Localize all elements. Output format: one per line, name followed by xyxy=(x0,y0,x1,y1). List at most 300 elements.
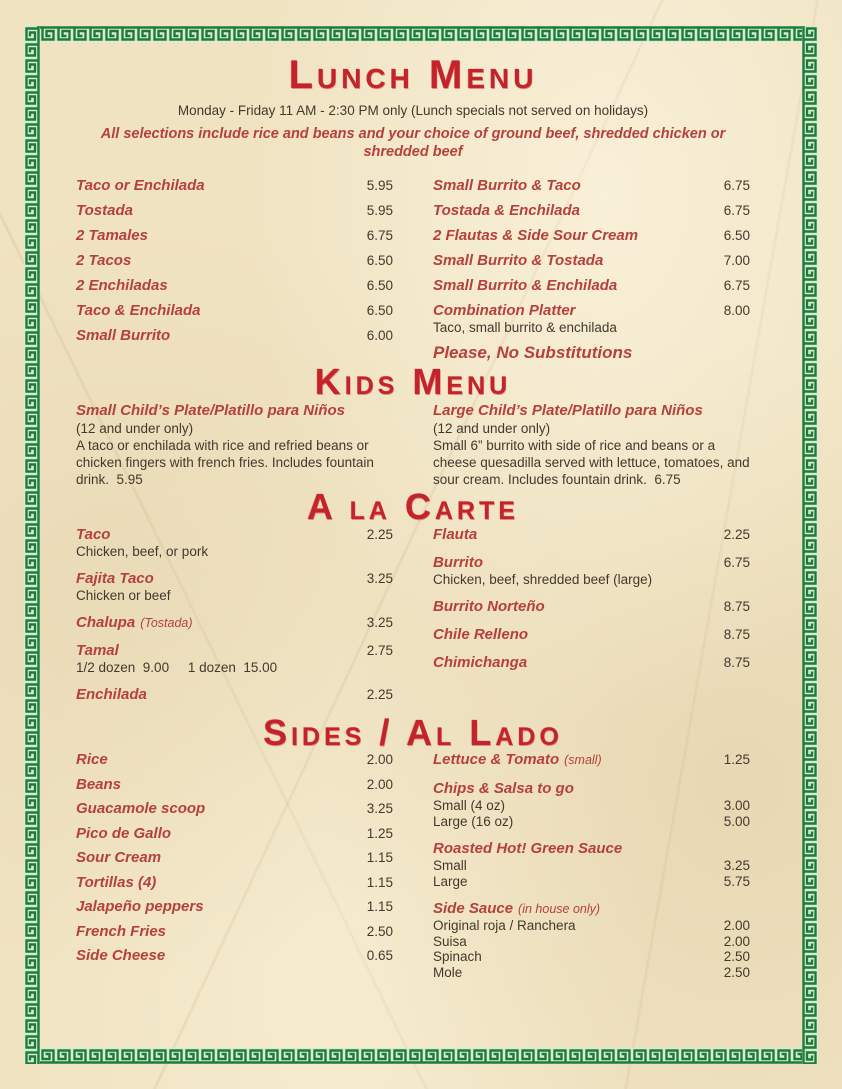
item-name xyxy=(433,626,528,644)
greek-key-tile xyxy=(24,634,40,650)
menu-item-row xyxy=(433,252,750,270)
item-price: 8.75 xyxy=(723,626,750,642)
kids-menu-item xyxy=(76,401,393,488)
item-name-text: Tortillas (4) xyxy=(76,873,157,891)
greek-key-tile xyxy=(802,106,818,122)
item-name-text: Rice xyxy=(76,751,108,769)
greek-key-tile xyxy=(88,1048,104,1064)
menu-item xyxy=(76,874,393,892)
sub-item-rows xyxy=(433,858,750,889)
item-name-text: Side Sauce xyxy=(433,900,514,918)
greek-key-tile xyxy=(440,1048,456,1064)
menu-item xyxy=(76,302,393,320)
item-price: 5.95 xyxy=(366,203,393,218)
item-name xyxy=(76,642,119,660)
item-price: 2.25 xyxy=(366,686,393,702)
greek-key-tile xyxy=(24,570,40,586)
menu-item-group xyxy=(433,840,750,889)
greek-key-tile xyxy=(168,26,184,42)
item-name xyxy=(76,526,110,544)
greek-key-tile xyxy=(802,186,818,202)
greek-key-tile xyxy=(802,922,818,938)
greek-key-tile xyxy=(802,986,818,1002)
item-name xyxy=(76,277,168,295)
greek-key-tile xyxy=(24,810,40,826)
greek-key-tile xyxy=(24,490,40,506)
greek-key-tile xyxy=(24,602,40,618)
greek-key-tile xyxy=(136,1048,152,1064)
item-name-text: Chalupa xyxy=(76,613,136,631)
greek-key-tile xyxy=(24,954,40,970)
greek-key-tile xyxy=(802,746,818,762)
item-price: 2.25 xyxy=(366,526,393,542)
menu-item-row xyxy=(76,825,393,843)
menu-item-row xyxy=(76,202,393,220)
item-name-text: Enchilada xyxy=(76,685,147,703)
greek-key-tile xyxy=(24,938,40,954)
menu-item-row xyxy=(76,277,393,295)
item-name xyxy=(433,900,600,918)
item-price: 6.50 xyxy=(366,303,393,318)
item-name-text: 2 Tacos xyxy=(76,252,132,269)
greek-key-tile xyxy=(328,26,344,42)
greek-key-tile xyxy=(568,26,584,42)
greek-key-tile xyxy=(802,394,818,410)
greek-key-tile xyxy=(802,170,818,186)
menu-item-row xyxy=(433,900,750,918)
greek-key-tile xyxy=(136,26,152,42)
menu-item xyxy=(76,825,393,843)
item-name xyxy=(433,598,545,616)
menu-item xyxy=(76,800,393,818)
item-price: 6.00 xyxy=(366,328,393,343)
sub-item-row xyxy=(433,798,750,814)
menu-content xyxy=(76,53,754,991)
greek-key-tile xyxy=(24,618,40,634)
kids-menu-item xyxy=(433,401,754,488)
greek-key-tile xyxy=(802,346,818,362)
greek-key-tile xyxy=(802,378,818,394)
item-name-text: Jalapeño peppers xyxy=(76,898,204,916)
greek-key-tile xyxy=(440,26,456,42)
item-name-text: 2 Flautas & Side Sour Cream xyxy=(433,227,639,244)
sub-item-label: Suisa xyxy=(433,933,467,949)
item-name-text: Flauta xyxy=(433,525,478,543)
greek-key-tile xyxy=(296,26,312,42)
greek-key-tile xyxy=(802,58,818,74)
greek-key-tile xyxy=(456,26,472,42)
item-name xyxy=(76,302,200,320)
item-name-text: Sour Cream xyxy=(76,849,162,867)
item-price: 1.25 xyxy=(366,825,393,841)
no-substitutions-note: Please, No Substitutions xyxy=(433,343,633,362)
greek-key-tile xyxy=(802,154,818,170)
greek-key-tile xyxy=(24,266,40,282)
greek-key-tile xyxy=(312,1048,328,1064)
item-name-text: Combination Platter xyxy=(433,302,576,319)
greek-key-tile xyxy=(24,538,40,554)
sub-item-price: 2.50 xyxy=(723,964,750,980)
greek-key-tile xyxy=(280,1048,296,1064)
menu-item xyxy=(76,277,393,295)
greek-key-tile xyxy=(360,26,376,42)
a-la-carte-left-column xyxy=(76,526,393,714)
greek-key-tile xyxy=(72,1048,88,1064)
menu-item xyxy=(433,554,750,588)
greek-key-tile xyxy=(24,362,40,378)
greek-key-tile xyxy=(24,698,40,714)
item-price: 6.50 xyxy=(723,228,750,243)
sub-item-row xyxy=(433,814,750,830)
kids-item-name: Large Child’s Plate/Platillo para Niños xyxy=(433,401,703,419)
greek-key-tile xyxy=(802,202,818,218)
item-name-text: Chips & Salsa to go xyxy=(433,780,574,798)
menu-item-row xyxy=(433,780,750,798)
menu-item-row xyxy=(76,302,393,320)
greek-key-tile xyxy=(802,634,818,650)
sub-item-price: 2.50 xyxy=(723,949,750,965)
greek-key-tile xyxy=(280,26,296,42)
greek-key-tile xyxy=(24,714,40,730)
greek-key-tile xyxy=(712,1048,728,1064)
kids-item-description: Small 6” burrito with side of rice and beans or a cheese quesadilla served with lettuce, tomatoes, and sour cream. Includes fountain drink. 6.75 xyxy=(433,437,754,487)
sub-item-label: Original roja / Ranchera xyxy=(433,918,576,934)
menu-item-row xyxy=(76,898,393,916)
greek-key-tile xyxy=(616,1048,632,1064)
menu-item-group xyxy=(433,751,750,769)
greek-key-tile xyxy=(328,1048,344,1064)
menu-item-row xyxy=(76,686,393,704)
greek-key-tile xyxy=(696,26,712,42)
menu-item xyxy=(433,177,750,195)
greek-key-tile xyxy=(802,858,818,874)
greek-key-tile xyxy=(24,730,40,746)
greek-key-tile xyxy=(24,458,40,474)
greek-key-tile xyxy=(24,874,40,890)
greek-key-tile xyxy=(802,314,818,330)
greek-key-tile xyxy=(408,26,424,42)
greek-key-tile xyxy=(24,170,40,186)
item-name xyxy=(76,947,165,965)
sub-item-label: Spinach xyxy=(433,949,482,965)
item-name-text: Pico de Gallo xyxy=(76,824,172,842)
greek-key-tile xyxy=(802,842,818,858)
item-price: 3.25 xyxy=(366,570,393,586)
menu-item xyxy=(76,849,393,867)
item-name xyxy=(76,202,133,220)
item-name xyxy=(76,800,205,818)
greek-key-tile xyxy=(504,1048,520,1064)
menu-item xyxy=(76,526,393,560)
greek-key-tile xyxy=(24,314,40,330)
item-price: 6.75 xyxy=(366,228,393,243)
item-name-text: Small Burrito & Tostada xyxy=(433,252,604,269)
greek-key-tile xyxy=(56,1048,72,1064)
menu-item-row xyxy=(433,654,750,672)
menu-item xyxy=(76,614,393,632)
greek-key-tile xyxy=(802,298,818,314)
item-price: 1.25 xyxy=(723,752,750,768)
greek-key-tile xyxy=(802,506,818,522)
greek-key-tile xyxy=(24,650,40,666)
greek-key-tile xyxy=(216,1048,232,1064)
item-name xyxy=(76,849,161,867)
greek-key-tile xyxy=(24,90,40,106)
menu-item-row xyxy=(76,947,393,965)
greek-key-tile xyxy=(376,26,392,42)
item-name xyxy=(76,776,121,794)
sub-item-rows xyxy=(433,798,750,829)
item-description: Chicken, beef, or pork xyxy=(76,543,209,559)
greek-key-tile xyxy=(680,1048,696,1064)
item-name xyxy=(76,825,171,843)
greek-key-tile xyxy=(24,746,40,762)
sub-item-label: Small xyxy=(433,858,467,874)
menu-item xyxy=(76,751,393,769)
menu-item-row xyxy=(433,177,750,195)
greek-key-tile xyxy=(312,26,328,42)
item-name xyxy=(76,177,205,195)
greek-key-tile xyxy=(802,570,818,586)
greek-key-tile xyxy=(24,58,40,74)
menu-item-row xyxy=(76,776,393,794)
menu-item xyxy=(76,327,393,345)
menu-item xyxy=(76,898,393,916)
item-price: 7.00 xyxy=(723,253,750,268)
greek-key-tile xyxy=(24,794,40,810)
greek-key-tile xyxy=(24,186,40,202)
greek-key-tile xyxy=(802,666,818,682)
item-price: 6.75 xyxy=(723,203,750,218)
greek-key-tile xyxy=(632,1048,648,1064)
greek-key-tile xyxy=(24,842,40,858)
item-name xyxy=(433,654,527,672)
greek-key-tile xyxy=(24,474,40,490)
greek-key-tile xyxy=(802,906,818,922)
lunch-left-column xyxy=(76,177,393,352)
menu-item-row xyxy=(433,227,750,245)
item-name xyxy=(76,252,131,270)
menu-item xyxy=(76,252,393,270)
item-price: 1.15 xyxy=(366,850,393,866)
menu-item-row xyxy=(433,626,750,644)
sides-section xyxy=(76,751,750,991)
item-name-note: (small) xyxy=(564,753,602,768)
sub-item-row xyxy=(433,965,750,981)
greek-key-tile xyxy=(248,1048,264,1064)
sub-item-rows xyxy=(433,918,750,980)
greek-key-tile xyxy=(536,26,552,42)
item-price: 6.75 xyxy=(723,278,750,293)
greek-key-tile xyxy=(802,762,818,778)
greek-key-tile xyxy=(802,362,818,378)
greek-key-tile xyxy=(264,26,280,42)
greek-key-border-bottom xyxy=(24,1048,818,1064)
menu-item-row xyxy=(76,177,393,195)
item-name-text: French Fries xyxy=(76,922,167,940)
greek-key-tile xyxy=(744,26,760,42)
item-name-text: Taco & Enchilada xyxy=(76,302,201,319)
greek-key-tile xyxy=(184,1048,200,1064)
sides-right-column xyxy=(433,751,750,991)
item-price: 6.50 xyxy=(366,278,393,293)
greek-key-tile xyxy=(802,810,818,826)
greek-key-tile xyxy=(24,234,40,250)
greek-key-tile xyxy=(408,1048,424,1064)
greek-key-tile xyxy=(802,794,818,810)
greek-key-tile xyxy=(24,666,40,682)
greek-key-tile xyxy=(802,938,818,954)
greek-key-tile xyxy=(802,650,818,666)
greek-key-tile xyxy=(802,602,818,618)
greek-key-tile xyxy=(24,154,40,170)
item-price: 8.75 xyxy=(723,654,750,670)
menu-item xyxy=(433,302,750,336)
greek-key-tile xyxy=(802,74,818,90)
greek-key-tile xyxy=(802,538,818,554)
lunch-right-items xyxy=(433,177,750,336)
greek-key-tile xyxy=(728,26,744,42)
item-name xyxy=(433,277,617,295)
item-name-text: Lettuce & Tomato xyxy=(433,751,560,769)
greek-key-tile xyxy=(104,26,120,42)
greek-key-tile xyxy=(802,330,818,346)
page-title: Lunch Menu xyxy=(288,53,538,97)
item-name-text: Fajita Taco xyxy=(76,569,154,587)
item-name xyxy=(433,526,477,544)
greek-key-tile xyxy=(24,26,40,42)
menu-item-group xyxy=(433,900,750,980)
menu-item-row xyxy=(433,302,750,320)
item-name-text: Tamal xyxy=(76,641,119,659)
greek-key-tile xyxy=(802,1050,818,1064)
item-description: Chicken or beef xyxy=(76,587,171,603)
greek-key-tile xyxy=(88,26,104,42)
menu-item-row xyxy=(76,800,393,818)
greek-key-tile xyxy=(24,762,40,778)
greek-key-tile xyxy=(632,26,648,42)
greek-key-tile xyxy=(802,490,818,506)
kids-section xyxy=(76,401,754,488)
sub-item-price: 3.25 xyxy=(723,858,750,874)
sub-item-price: 5.75 xyxy=(723,873,750,889)
menu-item-row xyxy=(76,923,393,941)
kids-item-description: A taco or enchilada with rice and refried beans or chicken fingers with french fries. Includes fountain drink. 5.95 xyxy=(76,437,378,487)
item-price: 5.95 xyxy=(366,178,393,193)
menu-item xyxy=(76,570,393,604)
greek-key-tile xyxy=(24,1018,40,1034)
greek-key-tile xyxy=(600,1048,616,1064)
greek-key-tile xyxy=(24,586,40,602)
greek-key-tile xyxy=(24,1050,40,1064)
menu-item xyxy=(76,776,393,794)
item-name-text: Small Burrito & Enchilada xyxy=(433,277,618,294)
greek-key-tile xyxy=(24,682,40,698)
menu-item xyxy=(76,923,393,941)
greek-key-tile xyxy=(802,730,818,746)
sides-heading: Sides / Al Lado xyxy=(263,711,563,753)
menu-item-row xyxy=(433,554,750,572)
item-name-text: Side Cheese xyxy=(76,947,166,965)
item-price: 2.00 xyxy=(366,752,393,768)
menu-item-row xyxy=(76,874,393,892)
greek-key-tile xyxy=(802,90,818,106)
item-price: 0.65 xyxy=(366,948,393,964)
item-name-text: Burrito Norteño xyxy=(433,597,545,615)
greek-key-tile xyxy=(760,1048,776,1064)
greek-key-tile xyxy=(488,1048,504,1064)
menu-item-row xyxy=(433,277,750,295)
menu-item xyxy=(433,526,750,544)
item-name xyxy=(76,227,148,245)
item-name xyxy=(433,751,602,769)
menu-item-row xyxy=(76,526,393,544)
item-name xyxy=(433,302,576,320)
menu-item-row xyxy=(76,849,393,867)
greek-key-tile xyxy=(802,410,818,426)
greek-key-tile xyxy=(24,890,40,906)
greek-key-tile xyxy=(802,970,818,986)
greek-key-tile xyxy=(120,26,136,42)
menu-item xyxy=(433,277,750,295)
greek-key-tile xyxy=(472,1048,488,1064)
greek-key-tile xyxy=(802,826,818,842)
sub-item-price: 2.00 xyxy=(723,933,750,949)
kids-menu-heading: Kids Menu xyxy=(314,361,512,402)
menu-item-row xyxy=(433,202,750,220)
greek-key-tile xyxy=(664,1048,680,1064)
greek-key-tile xyxy=(24,106,40,122)
greek-key-tile xyxy=(802,266,818,282)
greek-key-tile xyxy=(24,506,40,522)
greek-key-tile xyxy=(24,394,40,410)
greek-key-tile xyxy=(24,202,40,218)
sub-item-label: Large xyxy=(433,873,468,889)
menu-item xyxy=(433,654,750,672)
greek-key-tile xyxy=(802,618,818,634)
greek-key-tile xyxy=(744,1048,760,1064)
greek-key-tile xyxy=(24,986,40,1002)
item-name-text: 2 Tamales xyxy=(76,227,148,244)
greek-key-tile xyxy=(24,138,40,154)
greek-key-tile xyxy=(392,26,408,42)
kids-age-restriction: (12 and under only) xyxy=(433,420,551,436)
item-name-text: Chimichanga xyxy=(433,653,528,671)
greek-key-tile xyxy=(24,442,40,458)
kids-item-name: Small Child’s Plate/Platillo para Niños xyxy=(76,401,345,419)
menu-item xyxy=(433,227,750,245)
greek-key-tile xyxy=(24,1034,40,1050)
lunch-hours-subtitle: Monday - Friday 11 AM - 2:30 PM only (Lunch specials not served on holidays) xyxy=(177,103,649,118)
greek-key-tile xyxy=(264,1048,280,1064)
greek-key-tile xyxy=(802,474,818,490)
greek-key-tile xyxy=(24,298,40,314)
greek-key-tile xyxy=(24,378,40,394)
greek-key-tile xyxy=(24,826,40,842)
sub-item-price: 5.00 xyxy=(723,813,750,829)
menu-item xyxy=(433,252,750,270)
greek-key-tile xyxy=(392,1048,408,1064)
item-name xyxy=(76,898,204,916)
greek-key-tile xyxy=(802,522,818,538)
greek-key-tile xyxy=(802,122,818,138)
greek-key-tile xyxy=(232,26,248,42)
greek-key-tile xyxy=(802,954,818,970)
greek-key-tile xyxy=(648,1048,664,1064)
menu-item-row xyxy=(76,227,393,245)
greek-key-tile xyxy=(776,1048,792,1064)
greek-key-tile xyxy=(552,1048,568,1064)
